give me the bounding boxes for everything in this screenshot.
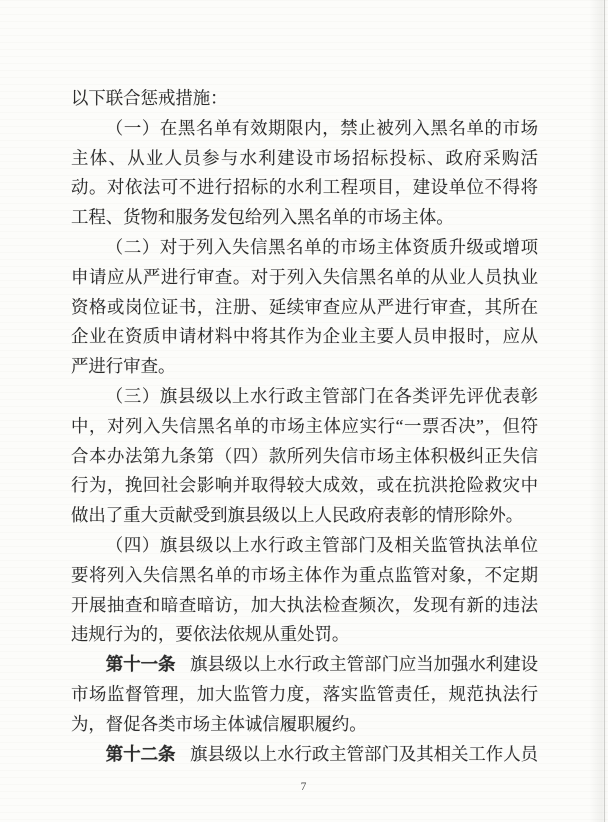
- paragraph-article-11: [71, 650, 538, 739]
- paragraph-item-2: （二）对于列入失信黑名单的市场主体资质升级或增项申请应从严进行审查。对于列入失信黑名单的从业人员执业资格或岗位证书，注册、延续审查应从严进行审查，其所在企业在资质申请材料中将其作为企业主要人员申报时，应从严进行审查。: [71, 236, 538, 377]
- scan-edge-line: [604, 0, 605, 822]
- paragraph-item-3: （三）旗县级以上水行政主管部门在各类评先评优表彰中，对列入失信黑名单的市场主体应实行“一票否决”，但符合本办法第九条第（四）款所列失信市场主体积极纠正失信行为，挽回社会影响并取得较大成效，或在抗洪抢险救灾中做出了重大贡献受到旗县级以上人民政府表彰的情形除外。: [71, 385, 538, 526]
- page-number: 7: [300, 781, 308, 793]
- paragraph-item-4: （四）旗县级以上水行政主管部门及相关监管执法单位要将列入失信黑名单的市场主体作为重点监管对象，不定期开展抽查和暗查暗访，加大执法检查频次，发现有新的违法违规行为的，要依法依规从重处罚。: [71, 534, 538, 645]
- article-12-number: 第十二条: [105, 743, 176, 764]
- paragraph-continuation: 以下联合惩戒措施：: [71, 88, 228, 108]
- paragraph-item-1: （一）在黑名单有效期限内，禁止被列入黑名单的市场主体、从业人员参与水利建设市场招标投标、政府采购活动。对依法可不进行招标的水利工程项目，建设单位不得将工程、货物和服务发包给列入黑名单的市场主体。: [71, 117, 538, 228]
- document-body-text: [71, 84, 538, 769]
- article-12-text: 旗县级以上水行政主管部门及其相关工作人员: [190, 743, 538, 764]
- article-11-text: 旗县级以上水行政主管部门应当加强水利建设市场监督管理，加大监管力度，落实监管责任，规范执法行为，督促各类市场主体诚信履职履约。: [71, 654, 538, 734]
- article-11-number: 第十一条: [105, 654, 176, 675]
- paragraph-article-12: [71, 740, 538, 770]
